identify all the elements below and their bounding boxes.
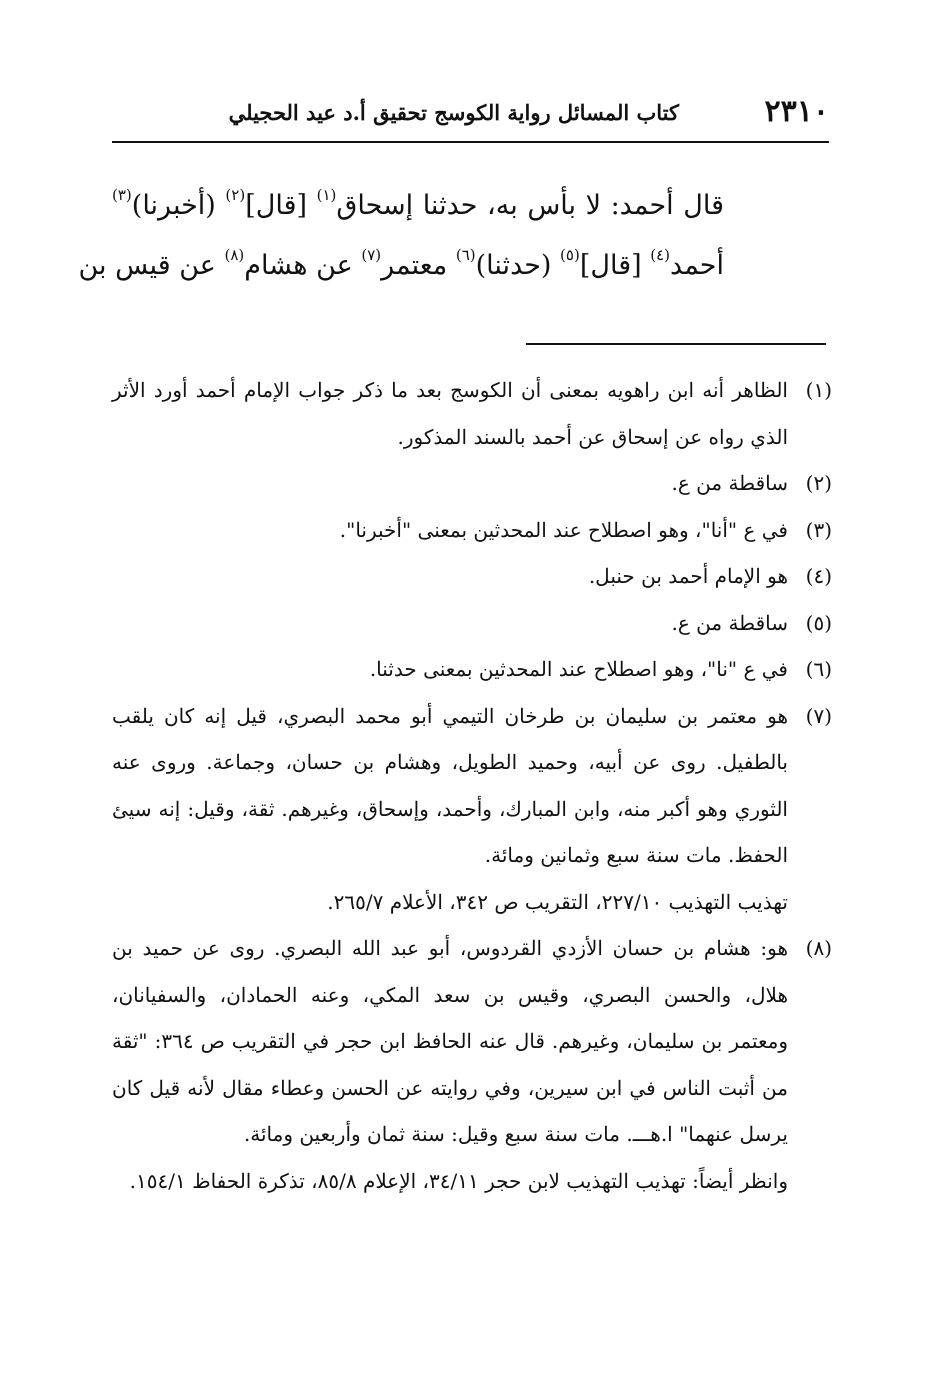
footnote-ref-8: (٨) bbox=[224, 246, 245, 264]
footnote-2 bbox=[112, 460, 832, 507]
main-text-line-1 bbox=[112, 176, 724, 236]
footnote-text: في ع "أنا"، وهو اصطلاح عند المحدثين بمعنى "أخبرنا". bbox=[339, 517, 788, 542]
text-run: عن هشام bbox=[244, 250, 362, 281]
footnote-number: (٨) bbox=[805, 936, 832, 960]
footnote-8-references: وانظر أيضاً: تهذيب التهذيب لابن حجر ٣٤/١١، الإعلام ٨٥/٨، تذكرة الحفاظ ١٥٤/١. bbox=[129, 1168, 788, 1193]
text-run: (أخبرنا) bbox=[131, 190, 226, 221]
footnote-ref-7: (٧) bbox=[361, 246, 382, 264]
footnote-text: في ع "نا"، وهو اصطلاح عند المحدثين بمعنى حدثنا. bbox=[369, 657, 788, 681]
page-header bbox=[112, 92, 829, 136]
footnote-6 bbox=[112, 646, 832, 693]
footnote-number: (٧) bbox=[805, 703, 832, 728]
footnote-number: (١) bbox=[805, 378, 832, 402]
footnote-text: الظاهر أنه ابن راهويه بمعنى أن الكوسج بعد ما ذكر جواب الإمام أحمد أورد الأثر الذي رواه عن إسحاق عن أحمد بالسند المذكور. bbox=[112, 378, 788, 449]
text-run: (حدثنا) bbox=[475, 250, 561, 281]
footnote-text: ساقطة من ع. bbox=[671, 471, 788, 495]
footnote-ref-3: (٣) bbox=[112, 186, 132, 204]
footnote-separator bbox=[526, 343, 826, 345]
footnote-text: ساقطة من ع. bbox=[671, 610, 788, 635]
footnote-text: هو الإمام أحمد بن حنبل. bbox=[588, 564, 788, 588]
footnote-ref-4: (٤) bbox=[650, 246, 671, 264]
footnote-7-references: تهذيب التهذيب ٢٢٧/١٠، التقريب ص ٣٤٢، الأعلام ٢٦٥/٧. bbox=[327, 889, 788, 914]
header-rule bbox=[112, 141, 829, 143]
footnote-ref-1: (١) bbox=[316, 186, 337, 204]
text-run: أحمد bbox=[670, 250, 724, 281]
footnote-number: (٢) bbox=[805, 471, 832, 495]
footnote-number: (٦) bbox=[805, 657, 832, 681]
page-number: ٢٣١٠ bbox=[764, 94, 829, 129]
footnote-number: (٥) bbox=[805, 610, 832, 635]
footnote-ref-2: (٢) bbox=[225, 186, 246, 204]
running-title: كتاب المسائل رواية الكوسج تحقيق أ.د عيد الحجيلي bbox=[228, 100, 679, 125]
text-run: [قال] bbox=[579, 250, 651, 281]
footnote-text: هو معتمر بن سليمان بن طرخان التيمي أبو محمد البصري، قيل إنه كان يلقب بالطفيل. روى عن أبيه، وحميد الطويل، وهشام بن حسان، وجماعة. وروى عنه الثوري وهو أكبر منه، وابن المبارك، وأحمد، وإسحاق، وغيرهم. ثقة، وقيل: إنه سيئ الحفظ. مات سنة سبع وثمانين ومائة. bbox=[112, 703, 788, 867]
footnotes bbox=[112, 367, 832, 1204]
footnote-4 bbox=[112, 553, 832, 600]
text-run: [قال] bbox=[245, 190, 317, 221]
footnote-number: (٣) bbox=[805, 517, 832, 542]
footnote-3 bbox=[112, 507, 832, 554]
footnote-5 bbox=[112, 600, 832, 647]
text-run: عن قيس بن bbox=[78, 250, 225, 281]
footnote-ref-5: (٥) bbox=[560, 246, 580, 264]
footnote-number: (٤) bbox=[805, 564, 832, 588]
text-run: معتمر bbox=[381, 250, 456, 281]
main-text-line-2 bbox=[78, 236, 724, 296]
footnote-8 bbox=[112, 925, 832, 1158]
footnote-7 bbox=[112, 693, 832, 879]
main-text bbox=[78, 176, 724, 296]
footnote-1 bbox=[112, 367, 832, 460]
footnote-ref-6: (٦) bbox=[455, 246, 476, 264]
footnote-text: هو: هشام بن حسان الأزدي القردوس، أبو عبد الله البصري. روى عن حميد بن هلال، والحسن البصري، وقيس بن سعد المكي، وعنه الحمادان، والسفيانان، ومعتمر بن سليمان، وغيرهم. قال عنه الحافظ ابن حجر في التقريب ص ٣٦٤: "ثقة من أثبت الناس في ابن سيرين، وفي روايته عن الحسن وعطاء مقال لأنه قيل كان يرسل عنهما" ا.هـــ. مات سنة سبع وقيل: سنة ثمان وأربعين ومائة. bbox=[112, 936, 788, 1146]
text-run: قال أحمد: لا بأس به، حدثنا إسحاق bbox=[336, 190, 724, 221]
